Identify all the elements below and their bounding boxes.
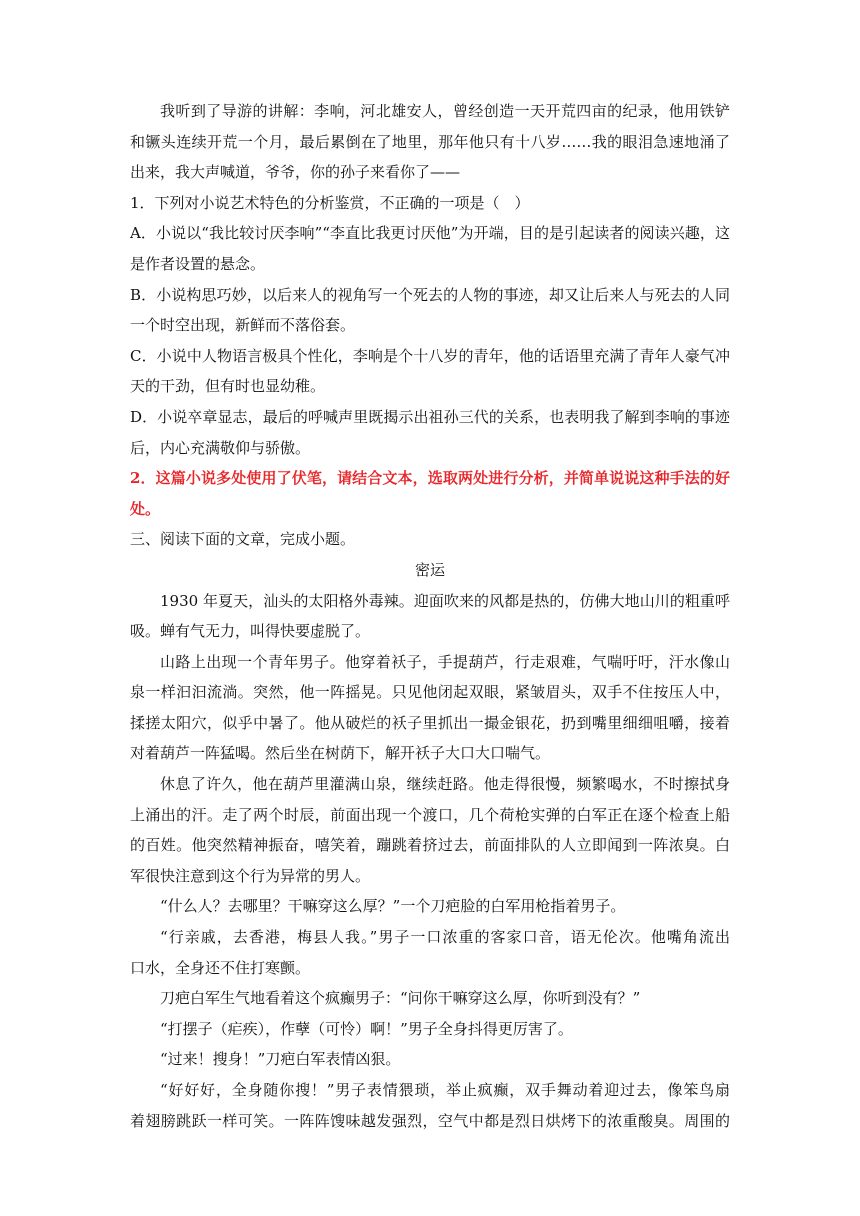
story-paragraph <box>130 1044 730 1075</box>
story-line: “过来！搜身！”刀疤白军表情凶狠。 <box>160 1050 401 1069</box>
question-1-stem: 1．下列对小说艺术特色的分析鉴赏，不正确的一项是（ ） <box>130 193 530 212</box>
story-line: 泉一样汩汩流淌。突然，他一阵摇晃。只见他闭起双眼，紧皱眉头，双手不住按压人中， <box>130 683 730 702</box>
story-line: 揉搓太阳穴，似乎中暑了。他从破烂的袄子里抓出一撮金银花，扔到嘴里细细咀嚼，接着 <box>130 713 730 732</box>
story-line: 上涌出的汗。走了两个时辰，前面出现一个渡口，几个荷枪实弹的白军正在逐个检查上船 <box>130 805 730 824</box>
story-line: 着翅膀跳跃一样可笑。一阵阵馊味越发强烈，空气中都是烈日烘烤下的浓重酸臭。周围的 <box>130 1111 730 1130</box>
story-paragraph <box>130 1014 730 1045</box>
option-d: D．小说卒章显志，最后的呼喊声里既揭示出祖孙三代的关系，也表明我了解到李响的事迹 <box>130 407 730 426</box>
question-2: 2．这篇小说多处使用了伏笔，请结合文本，选取两处进行分析，并简单说说这种手法的好 <box>130 469 730 488</box>
story-line: “打摆子（疟疾），作孽（可怜）啊！”男子全身抖得更厉害了。 <box>160 1019 573 1038</box>
document-body <box>130 96 730 1136</box>
paragraph-line: 出来，我大声喊道，爷爷，你的孙子来看你了—— <box>130 163 461 182</box>
story-line: 的百姓。他突然精神振奋，嘻笑着，蹦跳着挤过去，前面排队的人立即闻到一阵浓臭。白 <box>130 836 730 855</box>
story-line: 军很快注意到这个行为异常的男人。 <box>130 866 371 885</box>
story-paragraph <box>130 891 730 922</box>
option-b: 一个时空出现，新鲜而不落俗套。 <box>130 316 356 335</box>
paragraph-line: 和镢头连续开荒一个月，最后累倒在了地里，那年他只有十八岁……我的眼泪急速地涌了 <box>130 132 730 151</box>
story-paragraph <box>130 647 730 769</box>
story-paragraph <box>130 983 730 1014</box>
section-heading: 三、阅读下面的文章，完成小题。 <box>130 530 356 549</box>
story-line: “什么人？去哪里？干嘛穿这么厚？”一个刀疤脸的白军用枪指着男子。 <box>160 897 626 916</box>
option-b: B．小说构思巧妙，以后来人的视角写一个死去的人物的事迹，却又让后来人与死去的人同 <box>130 285 730 304</box>
story-paragraph <box>130 586 730 647</box>
question-2: 处。 <box>130 499 161 518</box>
story-line: 吸。蝉有气无力，叫得快要虚脱了。 <box>130 622 371 641</box>
story-line: 对着葫芦一阵猛喝。然后坐在树荫下，解开袄子大口大口喘气。 <box>130 744 551 763</box>
option-d: 后，内心充满敬仰与骄傲。 <box>130 438 311 457</box>
option-a: A．小说以“我比较讨厌李响”“李直比我更讨厌他”为开端，目的是引起读者的阅读兴趣，这 <box>130 224 730 243</box>
story-line: 1930 年夏天，汕头的太阳格外毒辣。迎面吹来的风都是热的，仿佛大地山川的粗重呼 <box>160 591 730 610</box>
option-c: C．小说中人物语言极具个性化，李响是个十八岁的青年，他的话语里充满了青年人豪气冲 <box>130 346 730 365</box>
option-c: 天的干劲，但有时也显幼稚。 <box>130 377 326 396</box>
story-line: “行亲戚，去香港，梅县人我。”男子一口浓重的客家口音，语无伦次。他嘴角流出 <box>160 928 730 947</box>
story-paragraph <box>130 922 730 983</box>
story-line: 口水，全身还不住打寒颤。 <box>130 958 311 977</box>
story-line: 休息了许久，他在葫芦里灌满山泉，继续赶路。他走得很慢，频繁喝水，不时擦拭身 <box>160 775 730 794</box>
story-paragraph <box>130 769 730 891</box>
story-line: 山路上出现一个青年男子。他穿着袄子，手提葫芦，行走艰难，气喘吁吁，汗水像山 <box>160 652 730 671</box>
story-paragraph <box>130 1075 730 1136</box>
story-line: 刀疤白军生气地看着这个疯癫男子：“问你干嘛穿这么厚，你听到没有？” <box>160 989 641 1008</box>
story-line: “好好好，全身随你搜！”男子表情猥琐，举止疯癫，双手舞动着迎过去，像笨鸟扇 <box>160 1081 730 1099</box>
paragraph-line: 我听到了导游的讲解：李响，河北雄安人，曾经创造一天开荒四亩的纪录，他用铁铲 <box>160 102 730 120</box>
option-a: 是作者设置的悬念。 <box>130 254 266 273</box>
story-title: 密运 <box>414 560 445 579</box>
